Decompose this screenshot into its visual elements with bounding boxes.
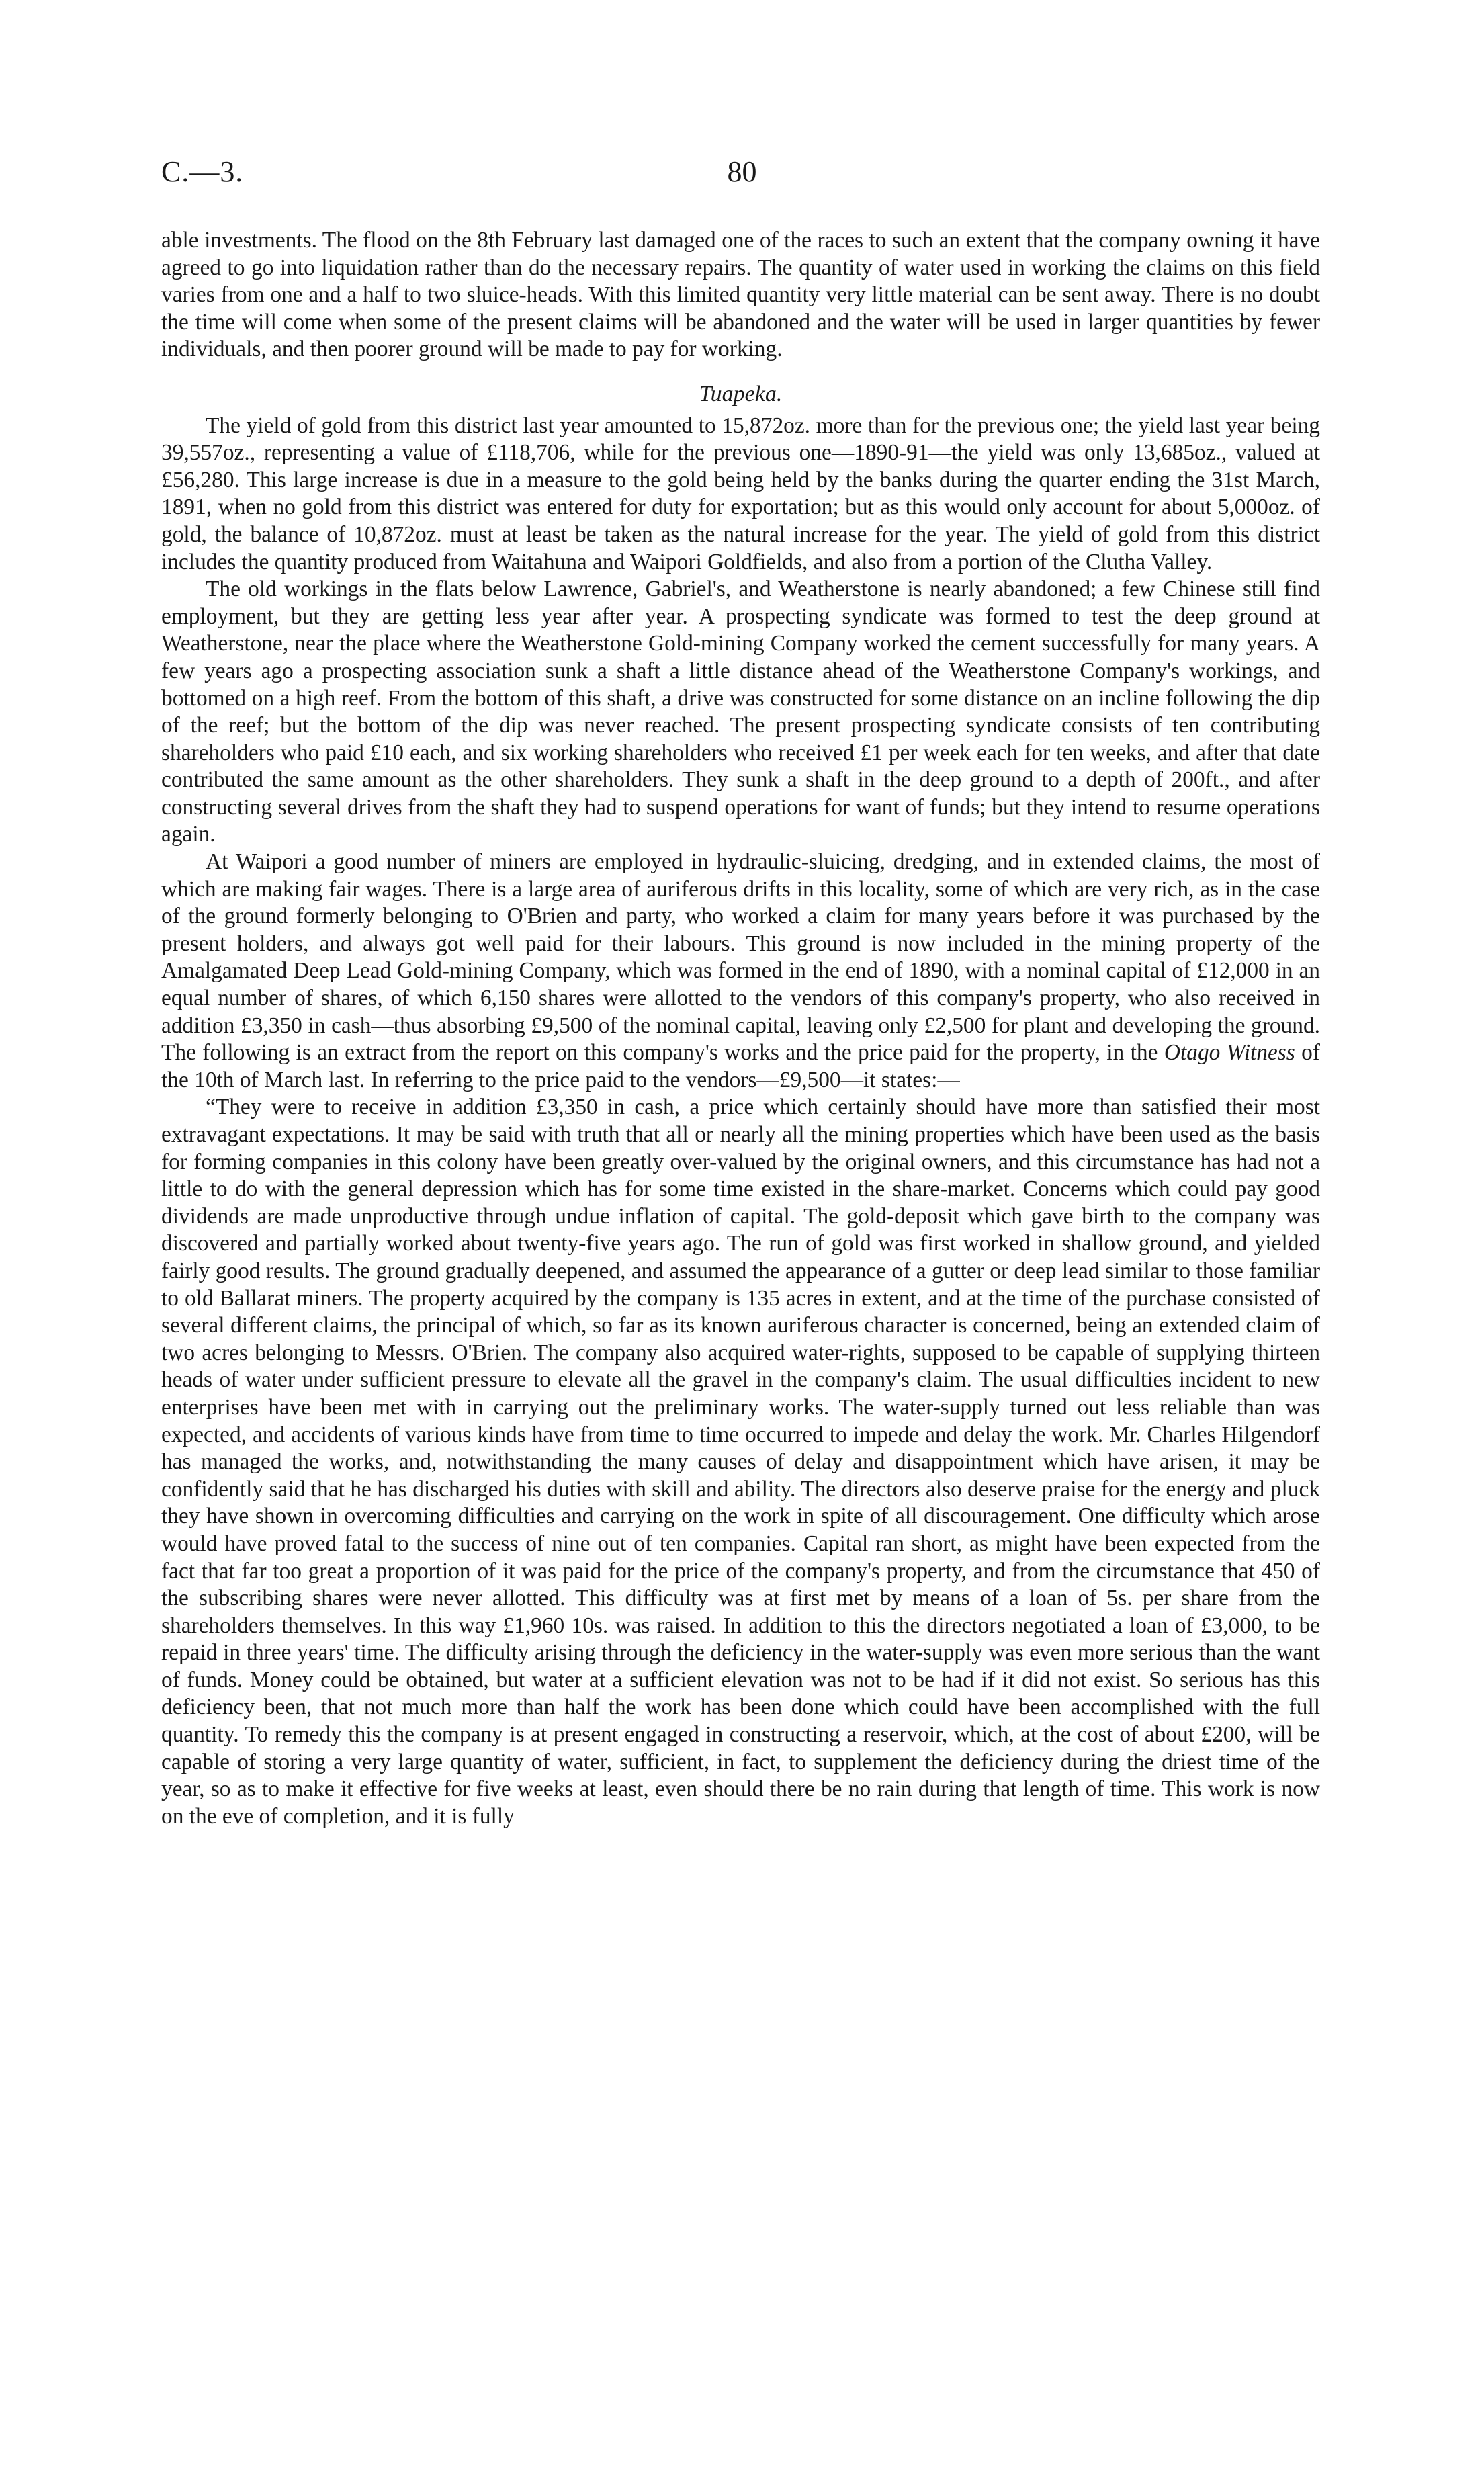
paragraph-old-workings: The old workings in the flats below Lawrence, Gabriel's, and Weatherstone is nearly abandoned; a few Chinese still find employment, but they are getting less year after year. A prospecting syndicate was formed to test the deep ground at Weatherstone, near the place where the Weatherstone Gold-mining Company worked the cement successfully for many years. A few years ago a prospecting association sunk a shaft a little distance ahead of the Weatherstone Company's workings, and bottomed on a high reef. From the bottom of this shaft, a drive was constructed for some distance on an incline following the dip of the reef; but the bottom of the dip was never reached. The present prospecting syndicate consists of ten contributing shareholders who paid £10 each, and six working shareholders who received £1 per week each for ten weeks, and after that date contributed the same amount as the other shareholders. They sunk a shaft in the deep ground to a depth of 200ft., and after constructing several drives from the shaft they had to suspend operations for want of funds; but they intend to resume operations again. <box>161 576 1320 847</box>
document-reference: C.—3. <box>161 155 244 188</box>
body-text <box>161 227 1320 1830</box>
waipori-text-after: of the 10th of March last. In referring to the price paid to the vendors—£9,500—it states:— <box>161 1040 1320 1092</box>
paragraph-quotation: “They were to receive in addition £3,350 in cash, a price which certainly should have more than satisfied their most extravagant expectations. It may be said with truth that all or nearly all the mining properties which have been used as the basis for forming companies in this colony have been greatly over-valued by the original owners, and this circumstance has had not a little to do with the general depression which has for some time existed in the share-market. Concerns which could pay good dividends are made unproductive through undue inflation of capital. The gold-deposit which gave birth to the company was discovered and partially worked about twenty-five years ago. The run of gold was first worked in shallow ground, and yielded fairly good results. The ground gradually deepened, and assumed the appearance of a gutter or deep lead similar to those familiar to old Ballarat miners. The property acquired by the company is 135 acres in extent, and at the time of the purchase consisted of several different claims, the principal of which, so far as its known auriferous character is concerned, being an extended claim of two acres belonging to Messrs. O'Brien. The company also acquired water-rights, supposed to be capable of supplying thirteen heads of water under sufficient pressure to elevate all the gravel in the company's claim. The usual difficulties incident to new enterprises have been met with in carrying out the preliminary works. The water-supply turned out less reliable than was expected, and accidents of various kinds have from time to time occurred to impede and delay the work. Mr. Charles Hilgendorf has managed the works, and, notwithstanding the many causes of delay and disappointment which have arisen, it may be confidently said that he has discharged his duties with skill and ability. The directors also deserve praise for the energy and pluck they have shown in overcoming difficulties and carrying on the work in spite of all discouragement. One difficulty which arose would have proved fatal to the success of nine out of ten companies. Capital ran short, as might have been expected from the fact that far too great a proportion of it was paid for the price of the company's property, and from the circumstance that 450 of the subscribing shares were never allotted. This difficulty was at first met by means of a loan of 5s. per share from the shareholders themselves. In this way £1,960 10s. was raised. In addition to this the directors negotiated a loan of £3,000, to be repaid in three years' time. The difficulty arising through the deficiency in the water-supply was even more serious than the want of funds. Money could be obtained, but water at a sufficient elevation was not to be had if it did not exist. So serious has this deficiency been, that not much more than half the work has been done which could have been accomplished with the full quantity. To remedy this the company is at present engaged in constructing a reservoir, which, at the cost of about £200, will be capable of storing a very large quantity of water, sufficient, in fact, to supplement the deficiency during the driest time of the year, so as to make it effective for five weeks at least, even should there be no rain during that length of time. This work is now on the eve of completion, and it is fully <box>161 1094 1320 1829</box>
paragraph-continuation: able investments. The flood on the 8th February last damaged one of the races to such an extent that the company owning it have agreed to go into liquidation rather than do the necessary repairs. The quantity of water used in working the claims on this field varies from one and a half to two sluice-heads. With this limited quantity very little material can be sent away. There is no doubt the time will come when some of the present claims will be abandoned and the water will be used in larger quantities by fewer individuals, and then poorer ground will be made to pay for working. <box>161 228 1320 362</box>
paragraph-waipori <box>161 849 1320 1094</box>
waipori-text-before: At Waipori a good number of miners are employed in hydraulic-sluicing, dredging, and in extended claims, the most of which are making fair wages. There is a large area of auriferous drifts in this locality, some of which are very rich, as in the case of the ground formerly belonging to O'Brien and party, who worked a claim for many years before it was purchased by the present holders, and always got well paid for their labours. This ground is now included in the mining property of the Amalgamated Deep Lead Gold-mining Company, which was formed in the end of 1890, with a nominal capital of £12,000 in an equal number of shares, of which 6,150 shares were allotted to the vendors of this company's property, who also received in addition £3,350 in cash—thus absorbing £9,500 of the nominal capital, leaving only £2,500 for plant and developing the ground. The following is an extract from the report on this company's works and the price paid for the property, in the <box>161 849 1320 1066</box>
page-number: 80 <box>727 155 757 188</box>
page-header <box>161 155 1323 195</box>
newspaper-title: Otago Witness <box>1164 1040 1295 1066</box>
paragraph-gold-yield: The yield of gold from this district last year amounted to 15,872oz. more than for the previous one; the yield last year being 39,557oz., representing a value of £118,706, while for the previous one—1890-91—the yield was only 13,685oz., valued at £56,280. This large increase is due in a measure to the gold being held by the banks during the quarter ending the 31st March, 1891, when no gold from this district was entered for duty for exportation; but as this would only account for about 5,000oz. of gold, the balance of 10,872oz. must at least be taken as the natural increase for the year. The yield of gold from this district includes the quantity produced from Waitahuna and Waipori Goldfields, and also from a portion of the Clutha Valley. <box>161 413 1320 574</box>
section-heading-tuapeka: Tuapeka. <box>699 381 783 406</box>
